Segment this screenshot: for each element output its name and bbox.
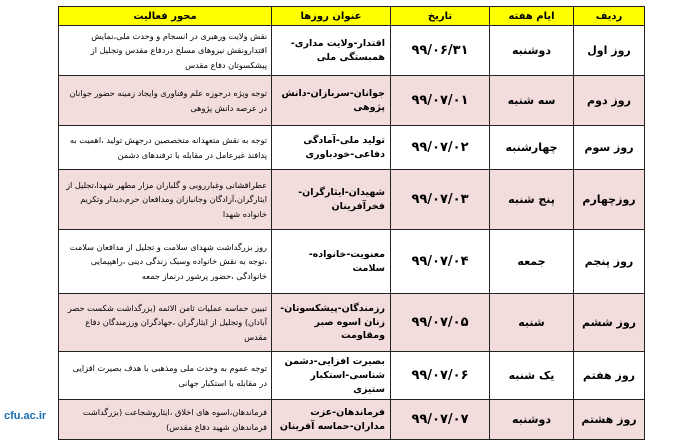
weekday-cell: جمعه [490,230,574,294]
activity-cell: توجه عموم به وحدت ملی ومذهبی با هدف بصیرت افزایی در مقابله با استکبار جهانی [59,352,272,400]
title-cell: فرماندهان-عزت مداران-حماسه آفرینان [272,400,391,440]
header-date: تاریخ [391,7,490,26]
table-row [59,126,645,170]
row-label: روز هشتم [574,400,645,440]
header-weekday: ایام هفته [490,7,574,26]
table-row [59,400,645,440]
weekday-cell: چهارشنبه [490,126,574,170]
weekday-cell: پنج شنبه [490,170,574,230]
table-row [59,352,645,400]
activity-cell: فرماندهان،اسوه های اخلاق ،ایثاروشجاعت (بزرگداشت فرماندهان شهید دفاع مقدس) [59,400,272,440]
header-row-number: ردیف [574,7,645,26]
title-cell: اقتدار-ولایت مداری-همبستگی ملی [272,26,391,76]
schedule-table [58,6,645,440]
table-row [59,230,645,294]
title-cell: بصیرت افزایی-دشمن شناسی-استکبار ستیزی [272,352,391,400]
weekday-cell: شنبه [490,294,574,352]
header-title: عنوان روزها [272,7,391,26]
site-logo: cfu.ac.ir [4,410,47,422]
row-label: روز دوم [574,76,645,126]
row-label: روز سوم [574,126,645,170]
row-label: روز پنجم [574,230,645,294]
weekday-cell: دوشنبه [490,26,574,76]
table-row [59,76,645,126]
title-cell: تولید ملی-آمادگی دفاعی-خودباوری [272,126,391,170]
table-row [59,294,645,352]
title-cell: رزمندگان-پیشکسوتان-زنان اسوه صبر ومقاومت [272,294,391,352]
date-cell: ۹۹/۰۷/۰۴ [391,230,490,294]
title-cell: شهیدان-ایثارگران-فخرآفرینان [272,170,391,230]
activity-cell: تبیین حماسه عملیات ثامن الائمه (بزرگداشت شکست حصر آبادان) وتجلیل از ایثارگران ،جهادگران ورزمندگان دفاع مقدس [59,294,272,352]
date-cell: ۹۹/۰۷/۰۲ [391,126,490,170]
activity-cell: عطرافشانی وغبارروبی و گلباران مزار مطهر شهدا،تجلیل از ایثارگران،آزادگان وجانبازان ومدافعان حرم،دیدار وتکریم خانواده شهدا [59,170,272,230]
activity-cell: نقش ولایت ورهبری در انسجام و وحدت ملی،نمایش اقتدارونقش نیروهای مسلح دردفاع مقدس وتجلیل از پیشکسوتان دفاع مقدس [59,26,272,76]
date-cell: ۹۹/۰۷/۰۳ [391,170,490,230]
date-cell: ۹۹/۰۷/۰۵ [391,294,490,352]
activity-cell: روز بزرگداشت شهدای سلامت و تجلیل از مدافعان سلامت ،توجه به نقش خانواده وسبک زندگی دینی ،راهپیمایی خانوادگی ،حضور پرشور درنماز جمعه [59,230,272,294]
row-label: روز ششم [574,294,645,352]
header-activity: محور فعالیت [59,7,272,26]
activity-cell: توجه به نقش متعهدانه متخصصین درجهش تولید ،اهمیت به پدافند غیرعامل در مقابله با ترفندهای دشمن [59,126,272,170]
date-cell: ۹۹/۰۶/۳۱ [391,26,490,76]
date-cell: ۹۹/۰۷/۰۶ [391,352,490,400]
date-cell: ۹۹/۰۷/۰۱ [391,76,490,126]
weekday-cell: دوشنبه [490,400,574,440]
row-label: روزچهارم [574,170,645,230]
header-row [59,7,645,26]
table-row [59,26,645,76]
title-cell: جوانان-سربازان-دانش پژوهی [272,76,391,126]
weekday-cell: سه شنبه [490,76,574,126]
activity-cell: توجه ویژه درحوزه علم وفناوری وایجاد زمینه حضور جوانان در عرصه دانش پژوهی [59,76,272,126]
title-cell: معنویت-خانواده-سلامت [272,230,391,294]
row-label: روز اول [574,26,645,76]
date-cell: ۹۹/۰۷/۰۷ [391,400,490,440]
weekday-cell: یک شنبه [490,352,574,400]
table-row [59,170,645,230]
row-label: روز هفتم [574,352,645,400]
